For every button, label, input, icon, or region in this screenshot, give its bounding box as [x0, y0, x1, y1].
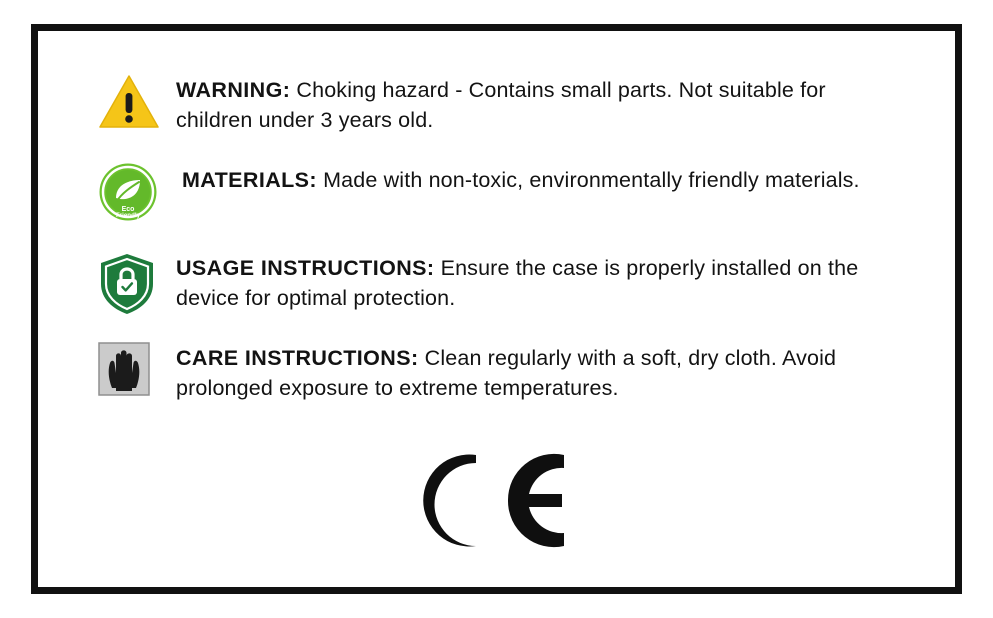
- usage-text: [176, 250, 905, 313]
- label-row-care: [98, 340, 905, 404]
- warning-text: [176, 72, 905, 135]
- eco-friendly-badge-icon: [98, 162, 176, 224]
- usage-heading: USAGE INSTRUCTIONS:: [176, 256, 435, 280]
- ce-mark-container: [48, 443, 945, 558]
- materials-text: [176, 162, 905, 196]
- shield-protection-icon: [98, 250, 176, 314]
- svg-text:Eco: Eco: [121, 206, 135, 213]
- care-text: [176, 340, 905, 403]
- care-heading: CARE INSTRUCTIONS:: [176, 346, 419, 370]
- warning-heading: WARNING:: [176, 78, 291, 102]
- svg-text:Friendly: Friendly: [115, 212, 141, 219]
- materials-heading: MATERIALS:: [182, 168, 317, 192]
- handle-with-care-icon: [98, 340, 176, 404]
- label-row-warning: [98, 72, 905, 136]
- label-row-usage: [98, 250, 905, 314]
- warning-body: Choking hazard - Contains small parts. Not suitable for children under 3 years old.: [176, 78, 826, 132]
- care-body: Clean regularly with a soft, dry cloth. Avoid prolonged exposure to extreme temperatures.: [176, 346, 837, 400]
- label-content: [48, 40, 945, 578]
- materials-body: Made with non-toxic, environmentally friendly materials.: [316, 168, 860, 192]
- usage-body: Ensure the case is properly installed on the device for optimal protection.: [176, 256, 859, 310]
- warning-triangle-icon: [98, 72, 176, 136]
- label-row-materials: [98, 162, 905, 224]
- ce-mark-icon: [412, 443, 582, 558]
